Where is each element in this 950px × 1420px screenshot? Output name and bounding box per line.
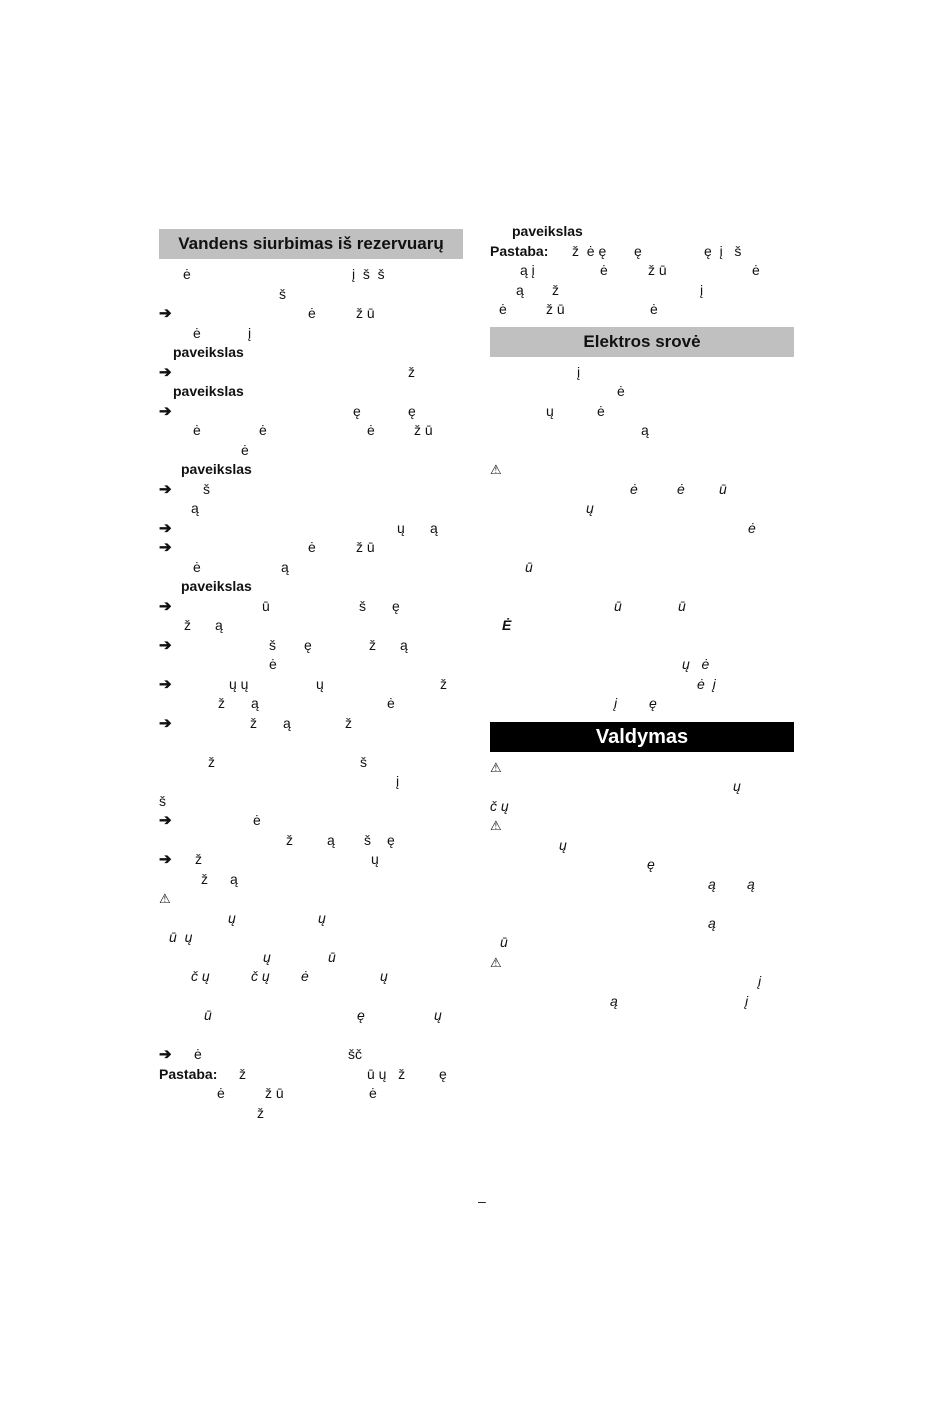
text-fragment: ų xyxy=(733,778,741,794)
text-fragment: ž xyxy=(345,714,352,731)
text-fragment: ų ė xyxy=(682,656,710,672)
text-fragment: ė xyxy=(367,422,375,438)
text-fragment: ą xyxy=(430,519,438,536)
arrow-right-icon: ➔ xyxy=(159,851,172,868)
text-fragment: ą xyxy=(215,617,223,633)
text-fragment: ū xyxy=(262,597,270,614)
text-fragment: ų xyxy=(397,519,405,536)
text-line xyxy=(159,792,463,812)
blank-line xyxy=(490,894,794,914)
text-fragment: ę xyxy=(353,402,361,419)
text-fragment: ė xyxy=(677,480,685,497)
text-line xyxy=(159,519,463,539)
text-fragment: ū xyxy=(500,934,508,950)
text-fragment: ė xyxy=(183,266,191,282)
text-fragment: ė xyxy=(630,480,638,497)
text-line xyxy=(159,870,463,890)
text-line xyxy=(490,875,794,895)
text-line xyxy=(490,777,794,797)
text-fragment: į xyxy=(700,281,704,298)
text-fragment: ų xyxy=(316,675,324,692)
text-fragment: ė xyxy=(752,262,760,278)
text-fragment: į xyxy=(758,973,762,989)
text-fragment: ę xyxy=(634,242,642,259)
text-fragment: ž ė ę xyxy=(572,242,607,259)
text-line xyxy=(490,499,794,519)
text-line xyxy=(490,836,794,856)
text-fragment: ū xyxy=(614,597,622,614)
text-fragment: ž xyxy=(201,870,208,887)
text-fragment: š xyxy=(279,285,286,302)
text-fragment: ū xyxy=(204,1007,212,1023)
text-line xyxy=(159,402,463,422)
text-fragment: ų xyxy=(559,836,567,853)
text-fragment: ą xyxy=(610,992,618,1009)
text-fragment: ž xyxy=(218,695,225,711)
text-fragment: ė xyxy=(259,422,267,438)
blank-line xyxy=(490,636,794,656)
blank-line xyxy=(159,733,463,753)
note-label: Pastaba: xyxy=(159,1065,218,1082)
text-fragment: ę į š xyxy=(704,242,742,259)
text-fragment: į xyxy=(248,324,252,341)
warning-triangle-icon: ⚠ xyxy=(490,818,502,833)
text-line xyxy=(159,675,463,695)
text-line xyxy=(490,242,794,262)
text-line xyxy=(159,343,463,363)
text-fragment: ą į xyxy=(520,262,535,278)
text-line xyxy=(159,928,463,948)
text-line xyxy=(159,772,463,792)
text-fragment: ė xyxy=(193,558,201,575)
arrow-right-icon: ➔ xyxy=(159,675,172,693)
text-fragment: ų xyxy=(318,909,326,926)
text-line xyxy=(159,811,463,831)
text-line xyxy=(490,222,794,242)
text-line xyxy=(490,914,794,934)
text-line xyxy=(490,797,794,817)
text-fragment: į xyxy=(577,363,581,380)
arrow-right-icon: ➔ xyxy=(159,636,172,654)
text-line xyxy=(159,1084,463,1104)
text-line xyxy=(159,694,463,714)
text-line xyxy=(159,831,463,851)
text-fragment: ė xyxy=(241,441,249,458)
text-fragment: ę xyxy=(304,636,312,653)
text-line xyxy=(490,519,794,539)
text-fragment: ų xyxy=(371,851,379,867)
text-fragment: ž ū xyxy=(546,301,565,317)
right-body-control xyxy=(490,758,794,1012)
text-fragment: ė xyxy=(650,301,658,317)
text-fragment: ę xyxy=(357,1007,365,1023)
text-line xyxy=(490,675,794,695)
text-line xyxy=(490,992,794,1012)
text-fragment: ė xyxy=(194,1046,202,1062)
text-line xyxy=(159,948,463,968)
text-line xyxy=(159,616,463,636)
figure-reference: paveikslas xyxy=(181,461,252,477)
figure-reference: paveikslas xyxy=(512,223,583,239)
text-fragment: ž ū xyxy=(414,422,433,438)
arrow-right-icon: ➔ xyxy=(159,812,172,829)
text-line xyxy=(159,265,463,285)
text-fragment: ž ū xyxy=(648,262,667,278)
text-line xyxy=(490,281,794,301)
text-fragment: ė xyxy=(193,324,201,341)
text-line xyxy=(490,363,794,383)
text-fragment: ž xyxy=(239,1065,246,1082)
text-fragment: ė xyxy=(269,656,277,672)
text-line xyxy=(159,889,463,909)
text-line xyxy=(159,480,463,500)
text-fragment: ą xyxy=(191,500,199,516)
text-fragment: ū ų ž xyxy=(367,1065,406,1082)
text-fragment: ų ų xyxy=(229,675,249,692)
text-line xyxy=(159,577,463,597)
text-fragment: ž xyxy=(408,363,415,380)
arrow-right-icon: ➔ xyxy=(159,1046,172,1063)
text-fragment: ž ū xyxy=(356,539,375,555)
section-heading-water-suction: Vandens siurbimas iš rezervuarų xyxy=(159,229,463,259)
text-fragment: ė xyxy=(308,539,316,555)
arrow-right-icon: ➔ xyxy=(159,597,172,615)
section-heading-electric-power: Elektros srovė xyxy=(490,327,794,357)
text-fragment: ų xyxy=(263,948,271,965)
text-line xyxy=(159,1045,463,1065)
left-column xyxy=(159,222,463,1123)
warning-triangle-icon: ⚠ xyxy=(159,891,171,906)
section-heading-operation: Valdymas xyxy=(490,722,794,752)
text-fragment: ė xyxy=(387,695,395,711)
page-number: – xyxy=(478,1193,486,1209)
text-fragment: ū xyxy=(328,948,336,965)
text-fragment: šč xyxy=(348,1046,362,1062)
text-fragment: ė xyxy=(217,1085,225,1101)
text-fragment: ė xyxy=(600,262,608,278)
text-line xyxy=(490,460,794,480)
text-line xyxy=(159,1065,463,1085)
text-fragment: ų xyxy=(228,909,236,926)
warning-triangle-icon: ⚠ xyxy=(490,954,502,970)
text-fragment: ū xyxy=(678,597,686,614)
text-line xyxy=(159,1006,463,1026)
text-fragment: ž xyxy=(184,617,191,633)
text-line xyxy=(159,421,463,441)
text-fragment: į xyxy=(614,695,618,711)
text-line xyxy=(490,933,794,953)
text-line xyxy=(159,714,463,734)
text-fragment: ū xyxy=(719,480,727,497)
text-fragment: ž xyxy=(286,831,293,848)
text-line xyxy=(159,753,463,773)
text-fragment: ž ū xyxy=(265,1085,284,1101)
arrow-right-icon: ➔ xyxy=(159,363,172,381)
text-fragment: č ų xyxy=(251,968,270,984)
text-line xyxy=(159,441,463,461)
text-line xyxy=(490,758,794,778)
arrow-right-icon: ➔ xyxy=(159,305,172,322)
text-line xyxy=(490,300,794,320)
text-fragment: ų xyxy=(586,500,594,516)
blank-line xyxy=(490,577,794,597)
text-fragment: ą xyxy=(708,914,716,931)
blank-line xyxy=(490,441,794,461)
note-label: Pastaba: xyxy=(490,242,549,259)
text-fragment: ž xyxy=(208,753,215,770)
text-line xyxy=(159,909,463,929)
text-fragment: ū xyxy=(525,558,533,575)
text-line xyxy=(490,694,794,714)
text-line xyxy=(490,558,794,578)
text-fragment: ą xyxy=(230,870,238,887)
text-fragment: ž xyxy=(552,281,559,298)
text-line xyxy=(490,972,794,992)
text-fragment: ž xyxy=(195,851,202,867)
text-fragment: ę xyxy=(392,597,400,614)
text-line xyxy=(490,597,794,617)
text-fragment: į xyxy=(745,992,749,1009)
text-line xyxy=(490,480,794,500)
text-fragment: ė xyxy=(617,383,625,399)
text-fragment: š xyxy=(360,753,367,770)
text-line xyxy=(159,538,463,558)
text-line xyxy=(159,285,463,305)
text-fragment: š xyxy=(203,480,210,497)
text-line xyxy=(159,460,463,480)
figure-reference: paveikslas xyxy=(173,383,244,399)
right-body-power xyxy=(490,363,794,714)
text-fragment: ė xyxy=(193,422,201,438)
text-fragment: ę xyxy=(647,856,655,872)
text-fragment: ą xyxy=(281,558,289,575)
text-fragment: š xyxy=(159,792,166,809)
text-fragment: š xyxy=(269,636,276,653)
text-fragment: ė xyxy=(253,812,261,828)
text-line xyxy=(159,1104,463,1124)
left-body xyxy=(159,265,463,1123)
text-fragment: š xyxy=(364,831,371,848)
text-fragment: ž xyxy=(369,636,376,653)
text-fragment: ą xyxy=(400,636,408,653)
figure-reference: paveikslas xyxy=(181,578,252,594)
text-line xyxy=(490,855,794,875)
blank-line xyxy=(159,1026,463,1046)
text-fragment: ė į xyxy=(697,675,716,692)
text-fragment: ę xyxy=(439,1065,447,1082)
text-line xyxy=(159,850,463,870)
right-body-top xyxy=(490,222,794,320)
text-fragment: č ų xyxy=(490,797,509,814)
text-fragment: ų xyxy=(380,968,388,984)
text-fragment: ę xyxy=(649,695,657,711)
text-line xyxy=(159,304,463,324)
warning-triangle-icon: ⚠ xyxy=(490,759,502,775)
text-line xyxy=(490,261,794,281)
warning-triangle-icon: ⚠ xyxy=(490,462,502,477)
text-fragment: ž ū xyxy=(356,305,375,321)
text-fragment: ž xyxy=(257,1104,264,1121)
text-fragment: ė xyxy=(301,968,309,984)
text-fragment: į xyxy=(396,773,400,789)
text-line xyxy=(490,382,794,402)
blank-line xyxy=(159,987,463,1007)
arrow-right-icon: ➔ xyxy=(159,519,172,537)
text-line xyxy=(490,402,794,422)
text-line xyxy=(490,421,794,441)
text-fragment: ą xyxy=(641,422,649,438)
text-fragment: ę xyxy=(387,831,395,848)
arrow-right-icon: ➔ xyxy=(159,480,172,498)
text-fragment: ė xyxy=(369,1085,377,1101)
text-line xyxy=(490,816,794,836)
text-line xyxy=(159,597,463,617)
text-line xyxy=(159,558,463,578)
text-line xyxy=(490,616,794,636)
text-fragment: ž xyxy=(250,714,257,731)
arrow-right-icon: ➔ xyxy=(159,539,172,556)
text-line xyxy=(159,363,463,383)
text-line xyxy=(159,382,463,402)
blank-line xyxy=(490,538,794,558)
text-fragment: į š š xyxy=(352,266,385,282)
text-fragment: ė xyxy=(308,305,316,321)
arrow-right-icon: ➔ xyxy=(159,714,172,732)
text-fragment: ė xyxy=(597,402,605,419)
text-fragment: ę xyxy=(408,402,416,419)
text-fragment: ė xyxy=(499,301,507,317)
text-fragment: ą xyxy=(327,831,335,848)
text-line xyxy=(490,953,794,973)
text-fragment: ą xyxy=(251,695,259,711)
figure-reference: paveikslas xyxy=(173,344,244,360)
text-fragment: ą xyxy=(516,281,524,298)
text-fragment: č ų xyxy=(191,968,210,984)
text-fragment: Ė xyxy=(502,617,512,633)
text-fragment: ū ų xyxy=(169,929,193,945)
text-fragment: ų xyxy=(434,1007,442,1023)
arrow-right-icon: ➔ xyxy=(159,402,172,420)
text-fragment: ž xyxy=(440,675,447,692)
text-fragment: ą xyxy=(747,875,755,892)
text-line xyxy=(159,967,463,987)
text-line xyxy=(159,655,463,675)
text-line xyxy=(490,655,794,675)
text-fragment: ė xyxy=(748,519,756,536)
text-fragment: ą xyxy=(283,714,291,731)
text-fragment: ų xyxy=(546,402,554,419)
text-line xyxy=(159,324,463,344)
right-column xyxy=(490,222,794,1011)
text-line xyxy=(159,499,463,519)
text-fragment: ą xyxy=(708,875,716,892)
text-fragment: š xyxy=(359,597,366,614)
text-line xyxy=(159,636,463,656)
